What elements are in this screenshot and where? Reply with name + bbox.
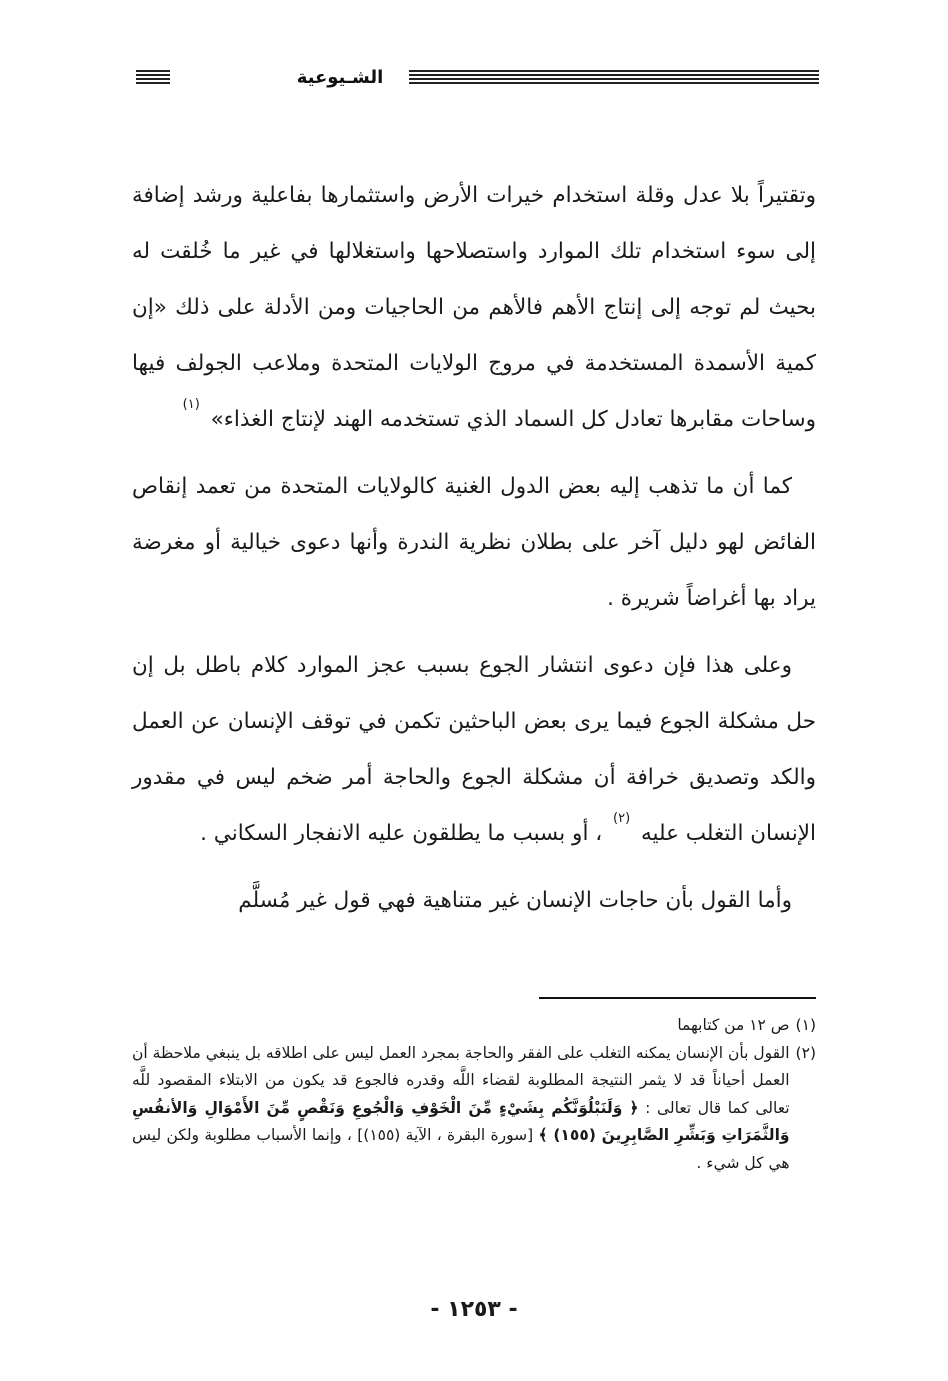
paragraph-text: وعلى هذا فإن دعوى انتشار الجوع بسبب عجز الموارد كلام باطل بل إن حل مشكلة الجوع فيما يرى بعض الباحثين تكمن في توقف الإنسان عن العمل والكد وتصديق خرافة أن مشكلة الجوع والحاجة أمر ضخم ليس في مقدور الإنسان التغلب عليه <box>132 653 816 846</box>
paragraph <box>132 459 816 627</box>
quran-verse: ﴿ وَلَنَبْلُوَنَّكُم بِشَيْءٍ مِّنَ الْخَوْفِ وَالْجُوعِ وَنَقْصٍ مِّنَ الأَمْوَالِ وَالأنفُسِ وَالثَّمَرَاتِ وَبَشِّرِ الصَّابِرِينَ (١٥٥) ﴾ <box>132 1098 790 1144</box>
paragraph-text: وتقتيراً بلا عدل وقلة استخدام خيرات الأرض واستثمارها بفاعلية ورشد إضافة إلى سوء استخدام تلك الموارد واستصلاحها واستغلالها في غير ما خُلقت له بحيث لم توجه إلى إنتاج الأهم فالأهم من الحاجيات ومن الأدلة على ذلك «إن كمية الأسمدة المستخدمة في مروج الولايات المتحدة وملاعب الجولف فيها وساحات مقابرها تعادل كل السماد الذي تستخدمه الهند لإنتاج الغذاء» <box>132 183 816 432</box>
header-rule-left <box>136 70 170 86</box>
paragraph-text: كما أن ما تذهب إليه بعض الدول الغنية كالولايات المتحدة من تعمد إنقاص الفائض لهو دليل آخر على بطلان نظرية الندرة وأنها دعوى خيالية أو مغرضة يراد بها أغراضاً شريرة . <box>132 474 816 611</box>
running-header <box>136 66 819 92</box>
footnote-ref[interactable]: (١) <box>182 397 200 412</box>
footnote-text <box>132 1040 790 1178</box>
paragraph-tail: ، أو بسبب ما يطلقون عليه الانفجار السكاني . <box>200 821 603 846</box>
header-title: الشـيوعية <box>296 67 384 88</box>
footnote-body: القول بأن الإنسان يمكنه التغلب على الفقر والحاجة بمجرد العمل ليس على اطلاقه بل ينبغي ملاحظة أن العمل أحياناً قد لا يثمر النتيجة المطلوبة لقضاء اللَّه وقدره فالجوع قد يكون من الابتلاء المقصود للَّه تعالى كما قال تعالى : <box>132 1043 790 1117</box>
footnotes <box>132 1012 816 1177</box>
paragraph <box>132 873 816 929</box>
header-rule-right <box>409 70 819 86</box>
page-number: - ١٢٥٣ - <box>430 1297 518 1322</box>
paragraph <box>132 638 816 862</box>
footnote-body: ص ١٢ من كتابهما <box>677 1016 790 1034</box>
footnote-number: (١) <box>795 1016 816 1034</box>
footnote-ref[interactable]: (٢) <box>613 811 631 826</box>
footnote <box>132 1012 816 1040</box>
footnote-citation: [سورة البقرة ، الآية (١٥٥)] ، وإنما الأسباب مطلوبة ولكن ليس هي كل شيء . <box>132 1126 790 1172</box>
footnote <box>132 1040 816 1178</box>
body-text <box>132 168 816 929</box>
footnote-text <box>132 1012 790 1040</box>
footnote-number: (٢) <box>795 1043 816 1062</box>
paragraph <box>132 168 816 448</box>
footnote-separator <box>539 997 816 999</box>
paragraph-text: وأما القول بأن حاجات الإنسان غير متناهية فهي قول غير مُسلَّم <box>238 888 792 913</box>
